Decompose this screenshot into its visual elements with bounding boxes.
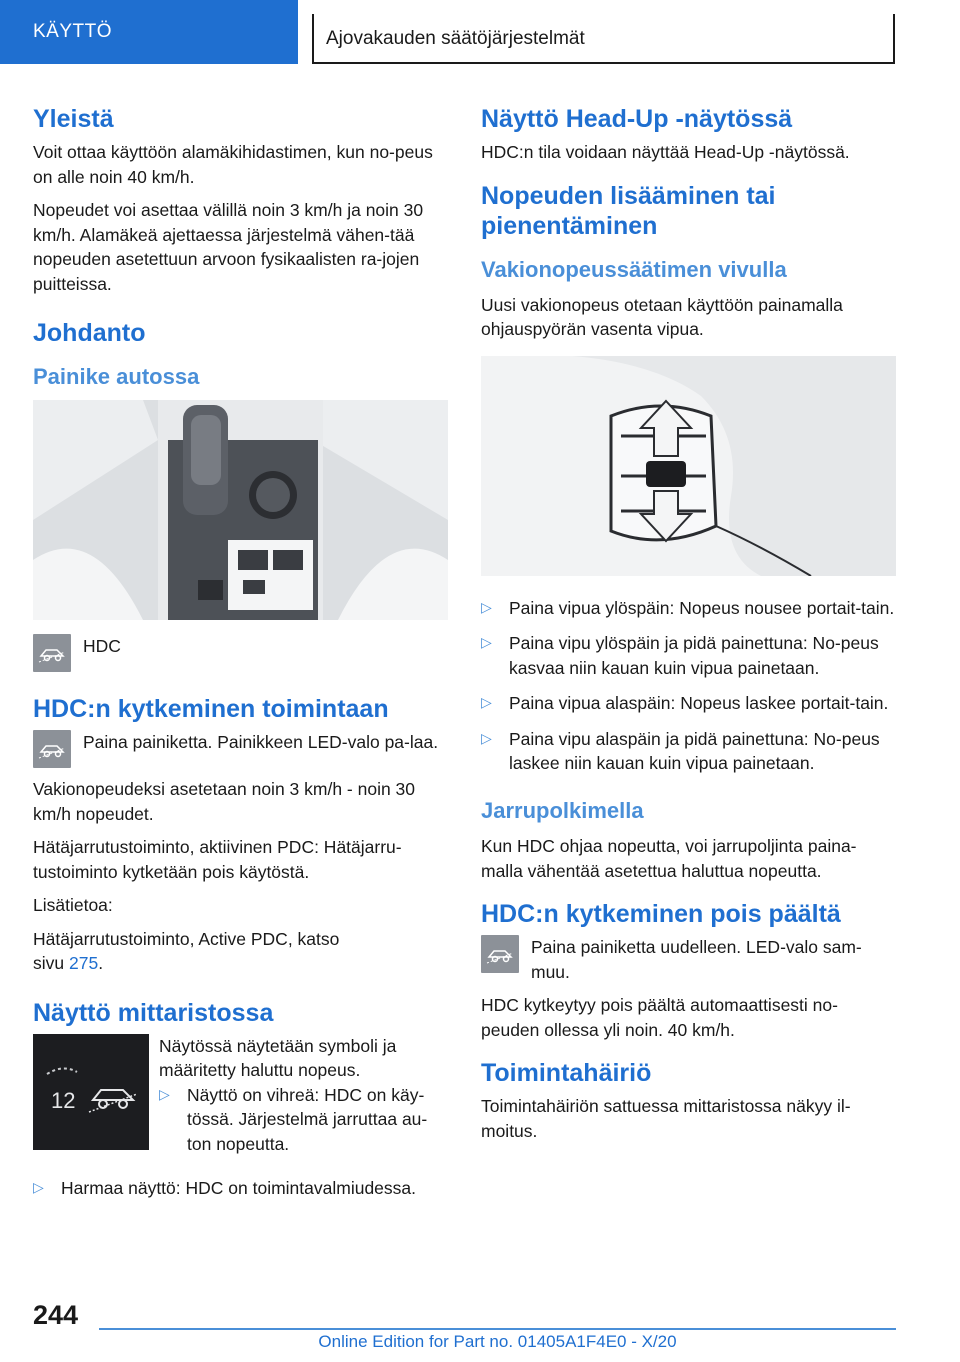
vivulla-bullets (481, 596, 896, 776)
right-column (481, 104, 896, 1152)
bullet-text: Näyttö on vihreä: HDC on käy-tössä. Järjestelmä jarruttaa au-ton nopeutta. (187, 1084, 428, 1154)
pois-instruction (481, 935, 896, 984)
steering-wheel-illustration (481, 356, 896, 576)
naytto-bullets-inline (159, 1083, 448, 1157)
list-item (33, 1176, 448, 1201)
jarru-paragraph: Kun HDC ohjaa nopeutta, voi jarrupoljinta paina-malla vähentää asetettua haluttua nopeutta. (481, 836, 857, 881)
page-number: 244 (33, 1300, 79, 1330)
hdc-icon (33, 730, 71, 768)
pois-heading: HDC:n kytkeminen pois päältä (481, 900, 841, 929)
steering-wheel-photo (481, 356, 896, 576)
kytkeminen-paragraph-2: Vakionopeudeksi asetetaan noin 3 km/h - noin 30 km/h nopeudet. (33, 779, 416, 824)
footer-divider (99, 1328, 896, 1330)
bullet-text: Paina vipua ylöspäin: Nopeus nousee portait-tain. (509, 597, 895, 618)
pois-paragraph-1: Paina painiketta uudelleen. LED-valo sam-muu. (531, 937, 862, 982)
yleista-paragraph-1: Voit ottaa käyttöön alamäkihidastimen, kun no-peus on alle noin 40 km/h. (33, 142, 433, 187)
edition-text: Online Edition for Part no. 01405A1F4E0 - X/20 (318, 1332, 677, 1351)
section-title: Ajovakauden säätöjärjestelmät (326, 28, 585, 49)
hdc-legend (33, 634, 448, 672)
painike-heading: Painike autossa (33, 364, 200, 389)
section-header (312, 14, 895, 64)
kytkeminen-paragraph-4: Lisätietoa: (33, 895, 113, 916)
naytto-text (159, 1034, 448, 1168)
list-item (481, 691, 896, 716)
list-item (481, 596, 896, 621)
cluster-display-image (33, 1034, 149, 1150)
reference-text: Hätäjarrutustoiminto, Active PDC, katso (33, 928, 340, 949)
naytto-bullets (33, 1176, 448, 1201)
reference-suffix: . (98, 953, 104, 974)
list-item (481, 727, 896, 776)
kytkeminen-paragraph-1: Paina painiketta. Painikkeen LED-valo pa-laa. (83, 732, 439, 753)
list-item (481, 631, 896, 680)
cluster-speed-value: 12 (51, 1087, 76, 1113)
console-photo (33, 400, 448, 620)
list-item (159, 1083, 448, 1157)
triangle-bullet-icon: ▷ (481, 598, 492, 615)
triangle-bullet-icon: ▷ (159, 1085, 170, 1102)
page-link-275[interactable]: 275 (69, 953, 99, 974)
yleista-heading: Yleistä (33, 105, 114, 133)
chapter-tab (0, 0, 298, 64)
triangle-bullet-icon: ▷ (481, 694, 492, 711)
nopeus-heading: Nopeuden lisääminen tai pienentäminen (481, 181, 776, 240)
headup-paragraph: HDC:n tila voidaan näyttää Head-Up -näytössä. (481, 142, 850, 162)
vivulla-paragraph: Uusi vakionopeus otetaan käyttöön painamalla ohjauspyörän vasenta vipua. (481, 294, 843, 340)
naytto-paragraph-1: Näytössä näytetään symboli ja määritetty haluttu nopeus. (159, 1035, 397, 1081)
johdanto-heading: Johdanto (33, 319, 146, 347)
kytkeminen-paragraph-5 (33, 927, 448, 976)
triangle-bullet-icon: ▷ (481, 729, 492, 746)
kytkeminen-heading: HDC:n kytkeminen toimintaan (33, 695, 389, 724)
console-illustration (33, 400, 448, 620)
pois-paragraph-2: HDC kytkeytyy pois päältä automaattisesti no-peuden ollessa yli noin. 40 km/h. (481, 995, 838, 1040)
bullet-text: Paina vipu ylöspäin ja pidä painettuna: No-peus kasvaa niin kauan kuin vipua painetaan. (509, 633, 879, 678)
bullet-text: Paina vipua alaspäin: Nopeus laskee portait-tain. (509, 693, 889, 714)
headup-heading: Näyttö Head-Up -näytössä (481, 105, 793, 133)
jarru-heading: Jarrupolkimella (481, 797, 644, 823)
naytto-heading: Näyttö mittaristossa (33, 998, 274, 1027)
chapter-label: KÄYTTÖ (33, 21, 113, 42)
bullet-text: Harmaa näyttö: HDC on toimintavalmiudessa. (61, 1178, 417, 1199)
yleista-paragraph-2: Nopeudet voi asettaa välillä noin 3 km/h ja noin 30 km/h. Alamäkeä ajettaessa järjestelmä vähen-tää nopeuden asetettuun arvoon fysikaalisten ra-jojen puitteissa. (33, 200, 424, 294)
hdc-label: HDC (83, 636, 121, 657)
naytto-section (33, 1034, 448, 1168)
triangle-bullet-icon: ▷ (481, 634, 492, 651)
reference-prefix: sivu (33, 953, 65, 974)
triangle-bullet-icon: ▷ (33, 1179, 44, 1196)
hdc-icon (33, 634, 71, 672)
bullet-text: Paina vipu alaspäin ja pidä painettuna: No-peus laskee niin kauan kuin vipua painetaan. (509, 728, 880, 774)
hairio-heading: Toimintahäiriö (481, 1059, 652, 1088)
left-column (33, 104, 448, 1212)
hairio-paragraph: Toimintahäiriön sattuessa mittaristossa näkyy il-moitus. (481, 1096, 851, 1141)
hdc-icon (481, 935, 519, 973)
kytkeminen-paragraph-3: Hätäjarrutustoiminto, aktiivinen PDC: Hätäjarru-tustoiminto kytketään pois käytöstä. (33, 837, 402, 882)
kytkeminen-instruction (33, 730, 448, 768)
vivulla-heading: Vakionopeussäätimen vivulla (481, 256, 787, 282)
